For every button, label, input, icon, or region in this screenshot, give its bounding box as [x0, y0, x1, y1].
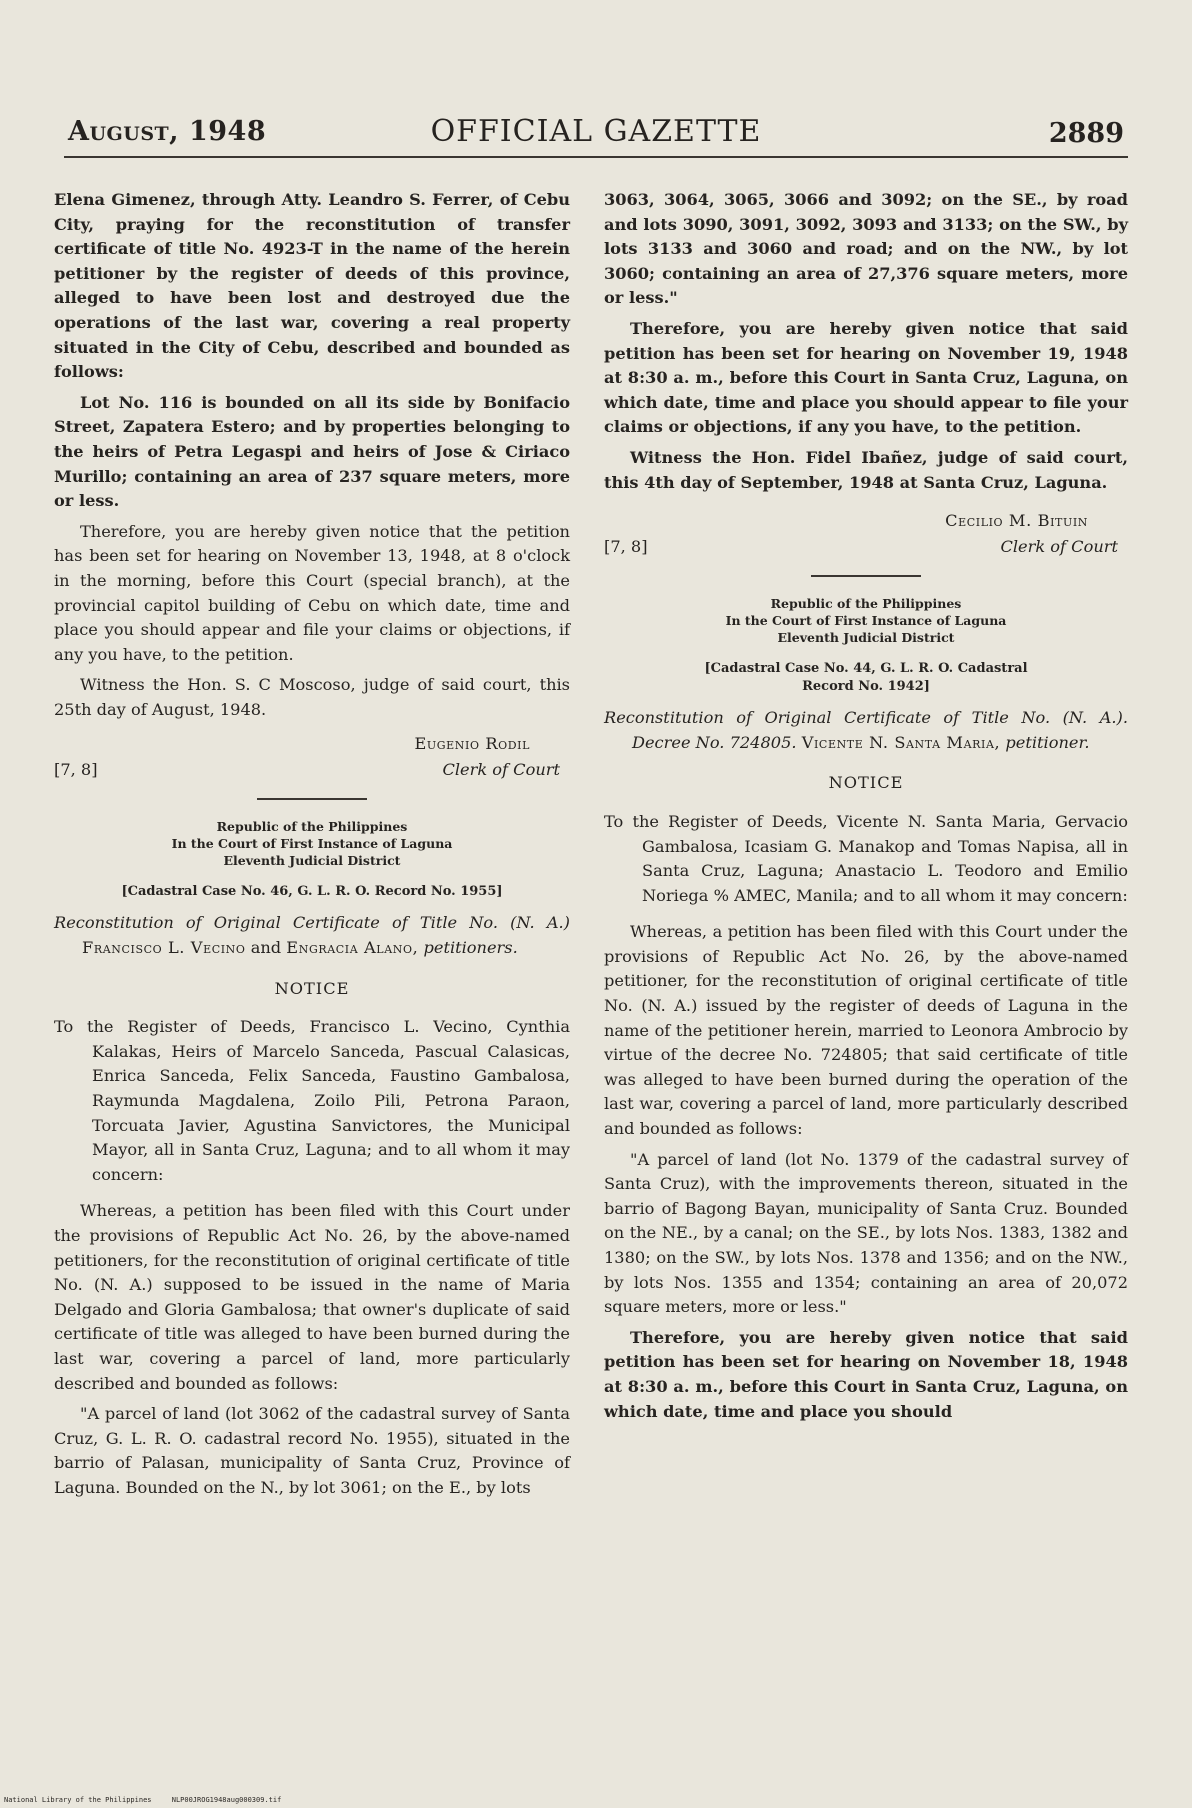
petitioner-role: petitioners.: [423, 938, 518, 958]
court-line: Eleventh Judicial District: [223, 853, 401, 869]
page-number: 2889: [1048, 118, 1124, 149]
land-description-quote: "A parcel of land (lot 3062 of the cadastral survey of Santa Cruz, G. L. R. O. cadastral record No. 1955), situated in the barrio of Palasan, municipality of Santa Cruz, Province of Laguna. Bounded on the N., by lot 3061; on the E., by lots: [54, 1404, 570, 1497]
header-date: August, 1948: [68, 116, 267, 147]
notice-heading: NOTICE: [828, 773, 904, 793]
court-line: In the Court of First Instance of Laguna: [725, 613, 1007, 629]
petitioner-name: Engracia Alano,: [286, 938, 419, 958]
court-line: In the Court of First Instance of Laguna: [171, 836, 453, 852]
hearing-paragraph: Therefore, you are hereby given notice that said petition has been set for hearing on November 19, 1948 at 8:30 a. m., before this Court in Santa Cruz, Laguna, on which date, time and place you should appear to file your claims or objections, if any you have, to the petition.: [604, 318, 1128, 437]
right-column: [604, 188, 1128, 1424]
library-credit: National Library of the Philippines: [4, 1796, 152, 1804]
case-title-text: Reconstitution of Original Certificate of Title No. (N. A.). Decree No. 724805.: [604, 708, 1128, 752]
boundaries-continued: 3063, 3064, 3065, 3066 and 3092; on the SE., by road and lots 3090, 3091, 3092, 3093 and 3133; on the SW., by lots 3133 and 3060 and road; and on the NW., by lot 3060; containing an area of 27,376 square meters, more or less.": [604, 190, 1128, 308]
clerk-title: Clerk of Court: [442, 760, 560, 780]
header-rule: [64, 156, 1128, 158]
case-title: [54, 911, 570, 960]
clerk-name: Eugenio Rodil: [414, 734, 530, 754]
court-line: Republic of the Philippines: [216, 819, 408, 835]
notice-heading: NOTICE: [274, 978, 350, 998]
petitioner-name: Vicente N. Santa Maria,: [801, 732, 1001, 752]
scan-footer: [4, 1796, 297, 1804]
hearing-paragraph: Therefore, you are hereby given notice that said petition has been set for hearing on November 18, 1948 at 8:30 a. m., before this Court in Santa Cruz, Laguna, on which date, time and place you should: [604, 1327, 1128, 1421]
court-line: Eleventh Judicial District: [777, 630, 955, 646]
publication-title: OFFICIAL GAZETTE: [430, 114, 762, 149]
witness-paragraph: Witness the Hon. Fidel Ibañez, judge of said court, this 4th day of September, 1948 at Santa Cruz, Laguna.: [604, 447, 1128, 492]
lot-description: Lot No. 116 is bounded on all its side by Bonifacio Street, Zapatera Estero; and by properties belonging to the heirs of Petra Legaspi and heirs of Jose & Ciriaco Murillo; containing an area of 237 square meters, more or less.: [54, 392, 570, 511]
addressees: To the Register of Deeds, Vicente N. Santa Maria, Gervacio Gambalosa, Icasiam G. Manakop and Tomas Napisa, all in Santa Cruz, Laguna; Anastacio L. Teodoro and Emilio Noriega % AMEC, Manila; and to all whom it may concern:: [604, 811, 1128, 905]
signature-block: [54, 732, 570, 784]
addressees: To the Register of Deeds, Francisco L. Vecino, Cynthia Kalakas, Heirs of Marcelo Sanceda, Pascual Calasicas, Enrica Sanceda, Felix Sanceda, Faustino Gambalosa, Raymunda Magdalena, Zoilo Pili, Petrona Paraon, Torcuata Javier, Agustina Sanvictores, the Municipal Mayor, all in Santa Cruz, Laguna; and to all whom it may concern:: [54, 1017, 570, 1184]
issue-reference: [7, 8]: [54, 760, 98, 780]
whereas-paragraph: Whereas, a petition has been filed with this Court under the provisions of Republic Act No. 26, by the above-named petitioners, for the reconstitution of original certificate of title No. (N. A.) supposed to be issued in the name of Maria Delgado and Gloria Gambalosa; that owner's duplicate of said certificate of title was alleged to have been burned during the last war, covering a parcel of land, more particularly described and bounded as follows:: [54, 1201, 570, 1393]
case-title: [604, 706, 1128, 755]
left-column: [54, 188, 570, 1501]
hearing-paragraph: Therefore, you are hereby given notice that the petition has been set for hearing on November 13, 1948, at 8 o'clock in the morning, before this Court (special branch), at the provincial capitol building of Cebu on which date, time and place you should appear and file your claims or objections, if any you have, to the petition.: [54, 521, 570, 664]
witness-paragraph: Witness the Hon. S. C Moscoso, judge of said court, this 25th day of August, 1948.: [54, 675, 570, 719]
case-number: [Cadastral Case No. 46, G. L. R. O. Record No. 1955]: [121, 884, 503, 900]
signature-block: [604, 509, 1128, 561]
case-line: [Cadastral Case No. 44, G. L. R. O. Cadastral: [704, 661, 1028, 677]
case-line: Record No. 1942]: [802, 679, 930, 695]
case-title-text: Reconstitution of Original Certificate of Title No. (N. A.): [54, 913, 570, 933]
petitioner-name: Francisco L. Vecino: [82, 938, 246, 958]
clerk-title: Clerk of Court: [1000, 537, 1118, 557]
conjunction: and: [250, 938, 282, 958]
section-divider: [257, 798, 367, 800]
court-heading: [604, 595, 1128, 646]
issue-reference: [7, 8]: [604, 537, 648, 557]
petitioner-role: petitioner.: [1005, 732, 1090, 752]
court-line: Republic of the Philippines: [770, 596, 962, 612]
clerk-name: Cecilio M. Bituin: [945, 511, 1088, 531]
notice-paragraph: Elena Gimenez, through Atty. Leandro S. Ferrer, of Cebu City, praying for the reconstitution of transfer certificate of title No. 4923-T in the name of the herein petitioner by the register of deeds of this province, alleged to have been lost and destroyed due the operations of the last war, covering a real property situated in the City of Cebu, described and bounded as follows:: [54, 190, 570, 382]
whereas-paragraph: Whereas, a petition has been filed with this Court under the provisions of Republic Act No. 26, by the above-named petitioner, for the reconstitution of original certificate of title No. (N. A.) issued by the register of deeds of Laguna in the name of the petitioner herein, married to Leonora Ambrocio by virtue of the decree No. 724805; that said certificate of title was alleged to have been burned during the operation of the last war, covering a parcel of land, more particularly described and bounded as follows:: [604, 922, 1128, 1139]
land-description-quote: "A parcel of land (lot No. 1379 of the cadastral survey of Santa Cruz), with the improvements thereon, situated in the barrio of Bagong Bayan, municipality of Santa Cruz. Bounded on the NE., by a canal; on the SE., by lots Nos. 1383, 1382 and 1380; on the SW., by lots Nos. 1378 and 1356; and on the NW., by lots Nos. 1355 and 1354; containing an area of 20,072 square meters, more or less.": [604, 1149, 1128, 1317]
court-heading: [54, 818, 570, 869]
file-name: NLP00JROG1948aug000309.tif: [171, 1796, 282, 1804]
section-divider: [811, 575, 921, 577]
case-number: [604, 660, 1128, 696]
page-header: [64, 108, 1128, 158]
